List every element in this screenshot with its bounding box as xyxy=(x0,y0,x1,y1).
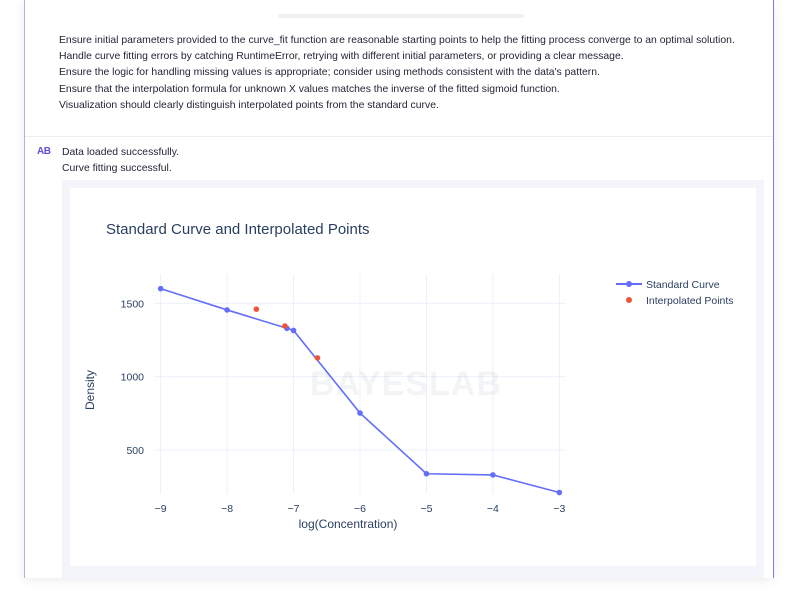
y-tick-label: 500 xyxy=(126,445,144,457)
interpolated-point xyxy=(254,306,260,312)
instructions-text xyxy=(59,33,765,114)
legend-label: Interpolated Points xyxy=(646,295,734,307)
instruction-line: Ensure that the interpolation formula for unknown X values matches the inverse of the fitted sigmoid function. xyxy=(59,83,560,95)
standard-curve-point xyxy=(424,471,430,477)
chart-title: Standard Curve and Interpolated Points xyxy=(106,221,370,238)
y-tick-label: 1500 xyxy=(120,298,144,311)
legend-item-standard-curve[interactable] xyxy=(616,279,720,291)
standard-curve-point xyxy=(158,286,164,292)
cell-divider xyxy=(25,136,773,137)
x-tick-label: −9 xyxy=(154,503,167,515)
y-tick-label: 1000 xyxy=(120,371,144,384)
x-tick-label: −3 xyxy=(553,503,566,515)
y-axis-ticks xyxy=(121,298,145,457)
x-tick-label: −6 xyxy=(354,503,366,515)
x-axis-ticks xyxy=(155,503,566,515)
standard-curve-point xyxy=(490,472,496,478)
cell-output xyxy=(62,145,179,177)
standard-curve-point xyxy=(557,490,563,496)
legend-marker-swatch xyxy=(626,281,632,287)
legend-marker-swatch xyxy=(626,297,632,303)
bayeslab-logo-icon: AB xyxy=(37,146,51,157)
x-axis-label: log(Concentration) xyxy=(298,517,398,531)
chart-svg xyxy=(70,188,756,566)
x-tick-label: −7 xyxy=(287,503,300,515)
y-axis-label: Density xyxy=(83,369,97,411)
scrollbar-handle[interactable] xyxy=(278,14,524,18)
instruction-line: Ensure the logic for handling missing values is appropriate; consider using methods consistent with the data's pattern. xyxy=(59,67,600,79)
output-line: Data loaded successfully. xyxy=(62,147,180,158)
legend-item-interpolated-points[interactable] xyxy=(626,295,734,307)
watermark-text: BAYESLAB xyxy=(310,365,502,403)
interpolated-points xyxy=(254,306,321,360)
standard-curve-point xyxy=(224,307,230,313)
plot-container xyxy=(62,180,764,578)
interpolated-point xyxy=(315,355,321,361)
x-tick-label: −4 xyxy=(486,503,499,515)
x-tick-label: −5 xyxy=(420,503,433,515)
x-tick-label: −8 xyxy=(221,503,234,515)
legend[interactable] xyxy=(616,279,734,307)
instruction-line: Visualization should clearly distinguish interpolated points from the standard curve. xyxy=(59,99,439,111)
output-line: Curve fitting successful. xyxy=(62,163,172,174)
instruction-line: Ensure initial parameters provided to the curve_fit function are reasonable starting points to help the fitting process converge to an optimal solution. xyxy=(59,35,735,46)
interpolated-point xyxy=(282,323,288,329)
notebook-cell-frame xyxy=(24,0,774,578)
instruction-line: Handle curve fitting errors by catching RuntimeError, retrying with different initial parameters, or providing a clear message. xyxy=(59,51,624,63)
legend-label: Standard Curve xyxy=(646,279,720,291)
standard-curve-point xyxy=(291,328,297,334)
standard-curve-point xyxy=(357,410,363,416)
plot-area xyxy=(70,188,756,566)
